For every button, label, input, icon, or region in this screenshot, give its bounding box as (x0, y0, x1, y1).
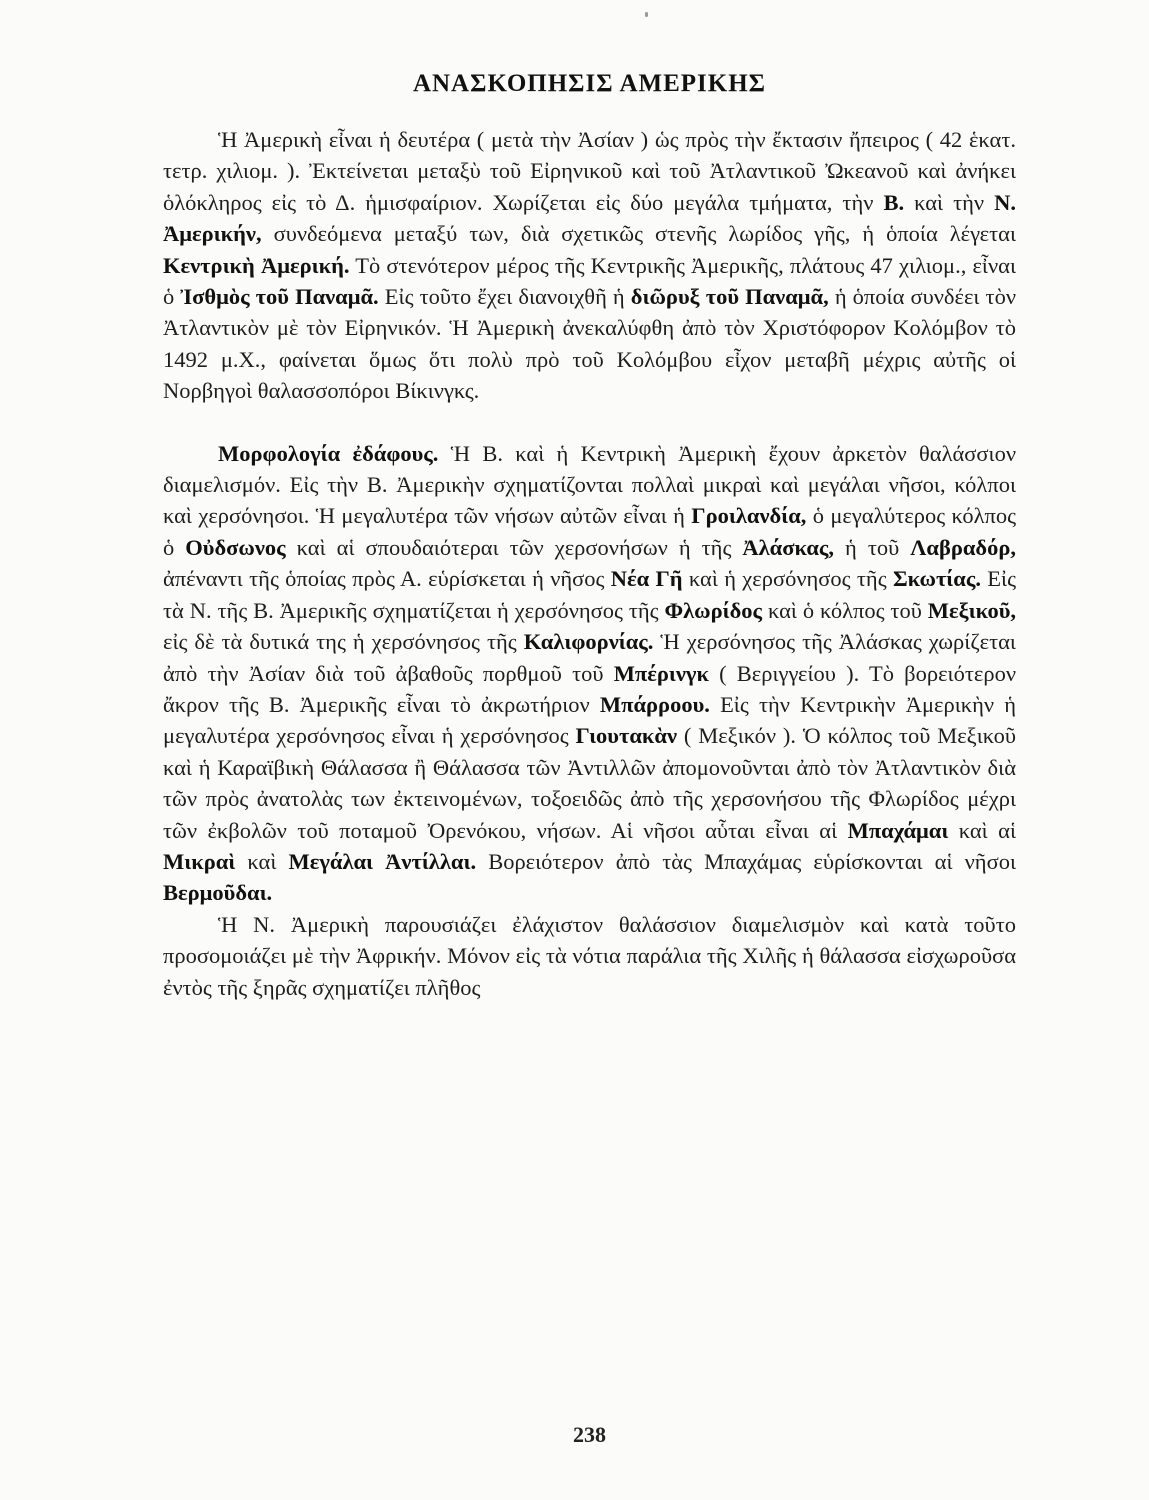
bold-term: Μεξικοῦ, (927, 597, 1017, 623)
page-number: 238 (573, 1422, 606, 1447)
bold-term: Μικραὶ (163, 848, 236, 874)
text-run: Τὸ στενότερον μέρος τῆς Κεντρικῆς Ἀμερικῆς, πλάτους 47 χιλιομ., εἶναι ὁ (163, 252, 1017, 310)
bold-term: Νέα Γῆ (610, 566, 683, 592)
bold-term: Β. (883, 189, 905, 215)
text-run: Βορειότερον ἀπὸ τὰς Μπαχάμας εὑρίσκονται αἱ νῆσοι (476, 848, 1017, 874)
text-run: καὶ τὴν (904, 189, 995, 215)
bold-term: Ἀλάσκας, (742, 534, 834, 560)
text-run: καὶ ἡ χερσόνησος τῆς (682, 566, 893, 592)
bold-term: Λαβραδόρ, (910, 534, 1017, 560)
paragraph-1 (163, 124, 1016, 407)
bold-term: Μπάρροου. (599, 691, 710, 717)
bold-term: Οὐδσωνος (185, 534, 286, 560)
page-title: ΑΝΑΣΚΟΠΗΣΙΣ ΑΜΕΡΙΚΗΣ (412, 70, 767, 97)
text-run: ἀπέναντι τῆς ὁποίας πρὸς Α. εὑρίσκεται ἡ νῆσος (163, 566, 611, 592)
text-run: καὶ (235, 848, 289, 874)
text-run: καὶ ὁ κόλπος τοῦ (762, 597, 928, 623)
text-run: εἰς δὲ τὰ δυτικά της ἡ χερσόνησος τῆς (163, 629, 524, 655)
text-run: συνδεόμενα μεταξύ των, διὰ σχετικῶς στενῆς λωρίδος γῆς, ἡ ὁποία λέγεται (261, 221, 1016, 247)
bold-term: Σκωτίας. (892, 566, 981, 592)
bold-term: Γροιλανδία, (691, 503, 807, 529)
bold-term: Φλωρίδος (664, 597, 763, 623)
speck (645, 12, 648, 17)
book-page (163, 70, 1016, 1450)
text-run: Εἰς τὰ Ν. τῆς Β. Ἀμερικῆς σχηματίζεται ἡ χερσόνησος τῆς (163, 566, 1016, 623)
text-run: ἡ τοῦ (834, 534, 911, 560)
text-run: καὶ αἱ (948, 817, 1016, 843)
bold-term: Μπέρινγκ (613, 660, 709, 686)
bold-term: Μπαχάμαι (847, 817, 949, 843)
bold-term: Γιουτακὰν (575, 723, 678, 749)
text-run: Ἡ χερσόνησος τῆς Ἀλάσκας χωρίζεται ἀπὸ τὴν Ἀσίαν διὰ τοῦ ἀβαθοῦς πορθμοῦ τοῦ (163, 629, 1016, 686)
bold-term: Ν. Ἀμερικήν, (163, 189, 1017, 247)
text-run: ὁ μεγαλύτερος κόλπος ὁ (163, 503, 1017, 560)
text-run: Ἡ Β. καὶ ἡ Κεντρικὴ Ἀμερικὴ ἔχουν ἀρκετὸν θαλάσσιον διαμελισμόν. Εἰς τὴν Β. Ἀμερικὴν σχηματίζονται πολλαὶ μικραὶ καὶ μεγάλαι νῆσοι, κόλποι καὶ χερσόνησοι. Ἡ μεγαλυτέρα τῶν νήσων αὐτῶν εἶναι ἡ (163, 440, 1016, 529)
bold-term: Καλιφορνίας. (523, 629, 654, 655)
bold-term: Κεντρικὴ Ἀμερική. (163, 252, 350, 278)
text-run: Ἡ Ἀμερικὴ εἶναι ἡ δευτέρα ( μετὰ τὴν Ἀσίαν ) ὡς πρὸς τὴν ἔκτασιν ἤπειρος ( 42 ἑκατ. τετρ. χιλιομ. ). Ἐκτείνεται μεταξὺ τοῦ Εἰρηνικοῦ καὶ τοῦ Ἀτλαντικοῦ Ὠκεανοῦ καὶ ἀνήκει ὁλόκληρος εἰς τὸ Δ. ἡμισφαίριον. Χωρίζεται εἰς δύο μεγάλα τμήματα, τὴν (163, 127, 1016, 215)
text-run: Ἡ Ν. Ἀμερικὴ παρουσιάζει ἐλάχιστον θαλάσσιον διαμελισμὸν καὶ κατὰ τοῦτο προσομοιάζει μὲ τὴν Ἀφρικήν. Μόνον εἰς τὰ νότια παράλια τῆς Χιλῆς ἡ θάλασσα εἰσχωροῦσα ἐντὸς τῆς ξηρᾶς σχηματίζει πλῆθος (163, 911, 1016, 1000)
bold-term: Μορφολογία ἐδάφους. (218, 440, 439, 466)
text-run: Εἰς τὴν Κεντρικὴν Ἀμερικὴν ἡ μεγαλυτέρα χερσόνησος εἶναι ἡ χερσόνησος (163, 691, 1016, 749)
paragraph-2 (163, 438, 1016, 909)
text-run: ( Βεριγγείου ). Τὸ βορειότερον ἄκρον τῆς Β. Ἀμερικῆς εἶναι τὸ ἀκρωτήριον (163, 660, 1016, 717)
text-run: καὶ αἱ σπουδαιότεραι τῶν χερσονήσων ἡ τῆς (285, 534, 743, 560)
bold-term: Ἰσθμὸς τοῦ Παναμᾶ. (180, 284, 379, 310)
text-run: Εἰς τοῦτο ἔχει διανοιχθῆ ἡ (378, 284, 631, 310)
text-run: ( Μεξικόν ). Ὁ κόλπος τοῦ Μεξικοῦ καὶ ἡ Καραϊβικὴ Θάλασσα ἢ Θάλασσα τῶν Ἀντιλλῶν ἀπομονοῦνται ἀπὸ τὸν Ἀτλαντικὸν διὰ τῶν πρὸς ἀνατολὰς των ἐκτεινομένων, τοξοειδῶς ἀπὸ τῆς χερσονήσου τῆς Φλωρίδος μέχρι τῶν ἐκβολῶν τοῦ ποταμοῦ Ὀρενόκου, νήσων. Αἱ νῆσοι αὗται εἶναι αἱ (163, 723, 1016, 843)
bold-term: Μεγάλαι Ἀντίλλαι. (288, 848, 477, 874)
bold-term: Βερμοῦδαι. (163, 880, 273, 906)
text-run: ἡ ὁποία συνδέει τὸν Ἀτλαντικὸν μὲ τὸν Εἰρηνικόν. Ἡ Ἀμερικὴ ἀνεκαλύφθη ἀπὸ τὸν Χριστόφορον Κολόμβον τὸ 1492 μ.Χ., φαίνεται ὅμως ὅτι πολὺ πρὸ τοῦ Κολόμβου εἶχον μεταβῆ μέχρις αὐτῆς οἱ Νορβηγοὶ θαλασσοπόροι Βίκινγκς. (163, 284, 1017, 404)
paragraph-3 (163, 909, 1016, 1003)
bold-term: διῶρυξ τοῦ Παναμᾶ, (630, 284, 829, 310)
